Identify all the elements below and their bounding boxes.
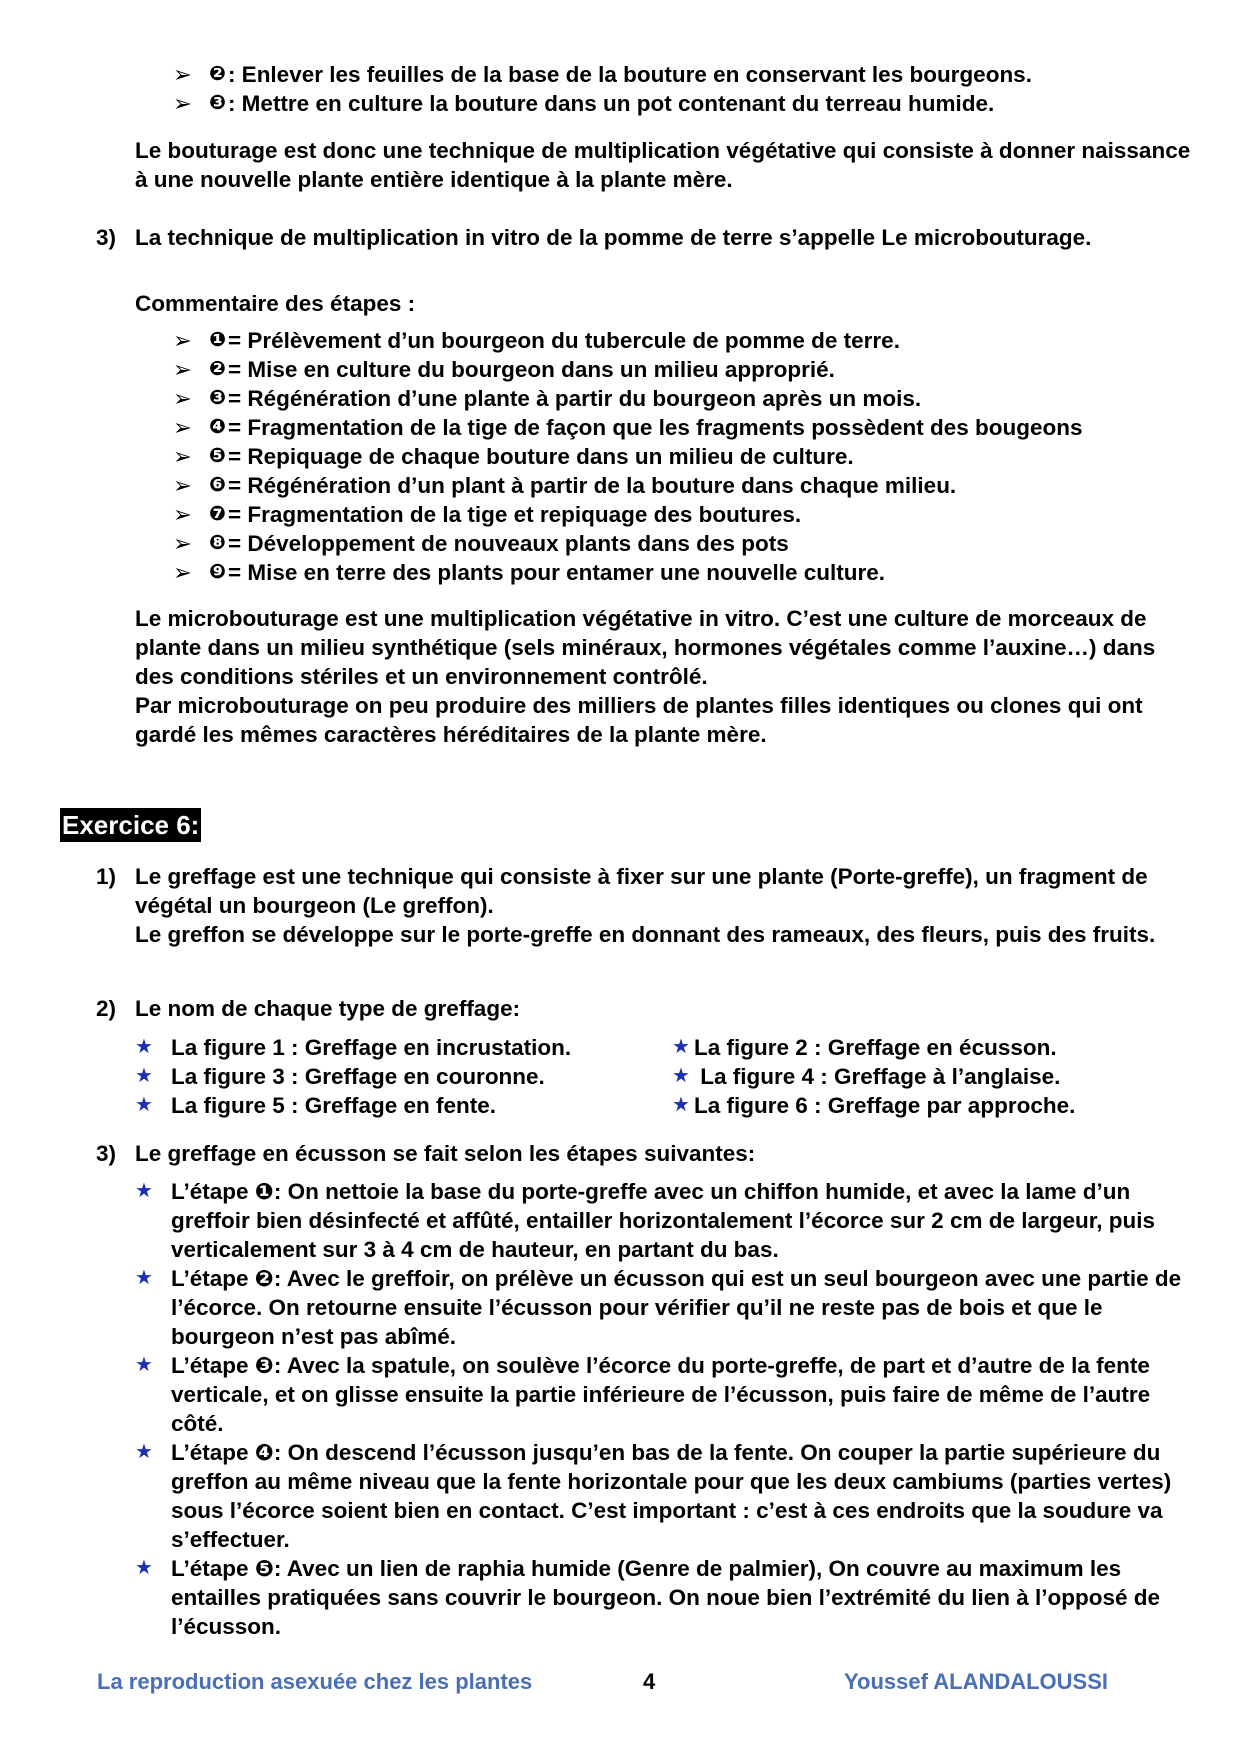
star-bullet-icon: ★ <box>135 1557 153 1579</box>
step-text: = Prélèvement d’un bourgeon du tubercule de pomme de terre. <box>227 328 900 353</box>
step-text <box>171 1438 1195 1554</box>
arrow-bullet-icon: ➢ <box>173 473 192 498</box>
list-item <box>173 558 1213 587</box>
list-item <box>135 1264 1195 1351</box>
arrow-bullet-icon: ➢ <box>173 357 192 382</box>
step-description: : On descend l’écusson jusqu’en bas de la fente. On couper la partie supérieure du greffon au même niveau que la fente horizontale pour que les deux cambiums (parties vertes) sous l’écorce soient bien en contact. C’est important : c’est à ces endroits que la soudure va s’effectuer. <box>171 1440 1172 1552</box>
step-text <box>171 1177 1195 1264</box>
greffage-steps-list <box>135 1177 1195 1641</box>
arrow-bullet-icon: ➢ <box>173 328 192 353</box>
step-text: = Fragmentation de la tige et repiquage des boutures. <box>227 502 802 527</box>
step-label: L’étape ❹ <box>171 1440 274 1465</box>
step-number: ❸ <box>209 387 226 409</box>
step-text: : Enlever les feuilles de la base de la bouture en conservant les bourgeons. <box>227 62 1032 87</box>
step-number: ❾ <box>209 561 226 583</box>
list-item <box>173 500 1213 529</box>
step-text: = Repiquage de chaque bouture dans un milieu de culture. <box>227 444 854 469</box>
list-item <box>173 384 1213 413</box>
arrow-bullet-icon: ➢ <box>173 560 192 585</box>
list-item <box>135 1438 1195 1554</box>
microbouturage-conclusion <box>135 604 1195 749</box>
step-description: : Avec le greffoir, on prélève un écusson qui est un seul bourgeon avec une partie de l’écorce. On retourne ensuite l’écusson pour vérifier qu’il ne reste pas de bois et que le bourgeon n’est pas abîmé. <box>171 1266 1182 1349</box>
question-text-part1: Le greffage est une technique qui consiste à fixer sur une plante (Porte-greffe), un fragment de végétal un bourgeon (Le greffon). <box>135 864 1148 918</box>
step-number: ❸ <box>209 92 226 114</box>
star-bullet-icon: ★ <box>672 1036 690 1058</box>
question-number: 3) <box>96 1141 117 1166</box>
step-number: ❹ <box>209 416 226 438</box>
exercise6-question-3 <box>96 1139 1196 1168</box>
microbouturage-steps-list <box>173 326 1213 587</box>
step-description: : On nettoie la base du porte-greffe avec un chiffon humide, et avec la lame d’un greffoir bien désinfecté et affûté, entailler horizontalement l’écorce sur 2 cm de largeur, puis verticalement sur 3 à 4 cm de hauteur, en partant du bas. <box>171 1179 1156 1262</box>
list-item <box>173 60 1213 89</box>
exercise6-question-1 <box>96 862 1196 949</box>
figure-text: La figure 3 : Greffage en couronne. <box>171 1064 545 1089</box>
list-item <box>173 413 1213 442</box>
question-text: La technique de multiplication in vitro de la pomme de terre s’appelle Le microbouturage. <box>135 225 1092 250</box>
conclusion-paragraph-2: Par microbouturage on peu produire des milliers de plantes filles identiques ou clones qui ont gardé les mêmes caractères héréditaires de la plante mère. <box>135 693 1143 747</box>
step-text: = Développement de nouveaux plants dans des pots <box>227 531 789 556</box>
list-item <box>173 529 1213 558</box>
star-bullet-icon: ★ <box>135 1267 153 1289</box>
figure-types-grid <box>135 1033 1135 1120</box>
step-label: L’étape ❺ <box>171 1556 274 1581</box>
star-bullet-icon: ★ <box>135 1180 153 1202</box>
list-item <box>173 355 1213 384</box>
figure-entry <box>135 1062 672 1091</box>
arrow-bullet-icon: ➢ <box>173 502 192 527</box>
comment-title: Commentaire des étapes : <box>135 291 416 316</box>
step-label: L’étape ❷ <box>171 1266 274 1291</box>
step-number: ❽ <box>209 532 226 554</box>
step-number: ❶ <box>209 329 226 351</box>
figure-text: La figure 4 : Greffage à l’anglaise. <box>694 1064 1061 1089</box>
star-bullet-icon: ★ <box>672 1094 690 1116</box>
star-bullet-icon: ★ <box>135 1094 153 1116</box>
bouturage-conclusion: Le bouturage est donc une technique de multiplication végétative qui consiste à donner naissance à une nouvelle plante entière identique à la plante mère. <box>135 138 1191 192</box>
step-text <box>171 1264 1195 1351</box>
exercise-6-title: Exercice 6: <box>62 810 200 840</box>
figure-text: La figure 5 : Greffage en fente. <box>171 1093 497 1118</box>
step-description: : Avec un lien de raphia humide (Genre de palmier), On couvre au maximum les entailles pratiquées sans couvrir le bourgeon. On noue bien l’extrémité du lien à l’opposé de l’écusson. <box>171 1556 1160 1639</box>
question-text: Le greffage en écusson se fait selon les étapes suivantes: <box>135 1141 756 1166</box>
figure-row <box>135 1091 1135 1120</box>
question-number: 3) <box>96 225 117 250</box>
step-text: = Mise en terre des plants pour entamer une nouvelle culture. <box>227 560 885 585</box>
list-item <box>173 471 1213 500</box>
exercise6-question-2 <box>96 994 1196 1023</box>
question-number: 1) <box>96 864 117 889</box>
step-text <box>171 1554 1195 1641</box>
question-text <box>135 862 1196 949</box>
step-number: ❷ <box>209 358 226 380</box>
figure-entry <box>135 1033 672 1062</box>
step-text: : Mettre en culture la bouture dans un pot contenant du terreau humide. <box>227 91 995 116</box>
figure-text: La figure 2 : Greffage en écusson. <box>694 1035 1057 1060</box>
figure-row <box>135 1033 1135 1062</box>
question-number: 2) <box>96 996 117 1021</box>
question-text-part2: Le greffon se développe sur le porte-greffe en donnant des rameaux, des fleurs, puis des fruits. <box>135 922 1156 947</box>
figure-entry <box>135 1091 672 1120</box>
figure-text: La figure 6 : Greffage par approche. <box>694 1093 1076 1118</box>
step-number: ❼ <box>209 503 226 525</box>
footer-title: La reproduction asexuée chez les plantes <box>97 1669 533 1694</box>
figure-text: La figure 1 : Greffage en incrustation. <box>171 1035 572 1060</box>
figure-row <box>135 1062 1135 1091</box>
list-item <box>135 1177 1195 1264</box>
arrow-bullet-icon: ➢ <box>173 91 192 116</box>
list-item <box>173 442 1213 471</box>
star-bullet-icon: ★ <box>135 1441 153 1463</box>
step-text: = Fragmentation de la tige de façon que les fragments possèdent des bougeons <box>227 415 1083 440</box>
question-text: Le nom de chaque type de greffage: <box>135 996 521 1021</box>
step-description: : Avec la spatule, on soulève l’écorce du porte-greffe, de part et d’autre de la fente verticale, et on glisse ensuite la partie inférieure de l’écusson, puis faire de même de l’autre côté. <box>171 1353 1151 1436</box>
step-label: L’étape ❶ <box>171 1179 274 1204</box>
conclusion-paragraph: Le microbouturage est une multiplication végétative in vitro. C’est une culture de morceaux de plante dans un milieu synthétique (sels minéraux, hormones végétales comme l’auxine…) dans des conditions stériles et un environnement contrôlé. <box>135 606 1156 689</box>
step-text: = Régénération d’une plante à partir du bourgeon après un mois. <box>227 386 922 411</box>
star-bullet-icon: ★ <box>672 1065 690 1087</box>
arrow-bullet-icon: ➢ <box>173 531 192 556</box>
star-bullet-icon: ★ <box>135 1036 153 1058</box>
figure-entry <box>672 1033 1057 1062</box>
figure-entry <box>672 1062 1060 1091</box>
step-label: L’étape ❸ <box>171 1353 274 1378</box>
step-text: = Régénération d’un plant à partir de la bouture dans chaque milieu. <box>227 473 957 498</box>
step-number: ❷ <box>209 63 226 85</box>
arrow-bullet-icon: ➢ <box>173 386 192 411</box>
bouturage-steps-list <box>173 60 1213 118</box>
arrow-bullet-icon: ➢ <box>173 62 192 87</box>
list-item <box>135 1554 1195 1641</box>
step-text: = Mise en culture du bourgeon dans un milieu approprié. <box>227 357 835 382</box>
arrow-bullet-icon: ➢ <box>173 415 192 440</box>
list-item <box>135 1351 1195 1438</box>
step-text <box>171 1351 1195 1438</box>
list-item <box>173 326 1213 355</box>
star-bullet-icon: ★ <box>135 1354 153 1376</box>
page-number: 4 <box>643 1669 656 1694</box>
step-number: ❻ <box>209 474 226 496</box>
question-3 <box>96 223 1196 252</box>
figure-entry <box>672 1091 1075 1120</box>
list-item <box>173 89 1213 118</box>
star-bullet-icon: ★ <box>135 1065 153 1087</box>
footer-author: Youssef ALANDALOUSSI <box>844 1669 1109 1694</box>
arrow-bullet-icon: ➢ <box>173 444 192 469</box>
step-number: ❺ <box>209 445 226 467</box>
